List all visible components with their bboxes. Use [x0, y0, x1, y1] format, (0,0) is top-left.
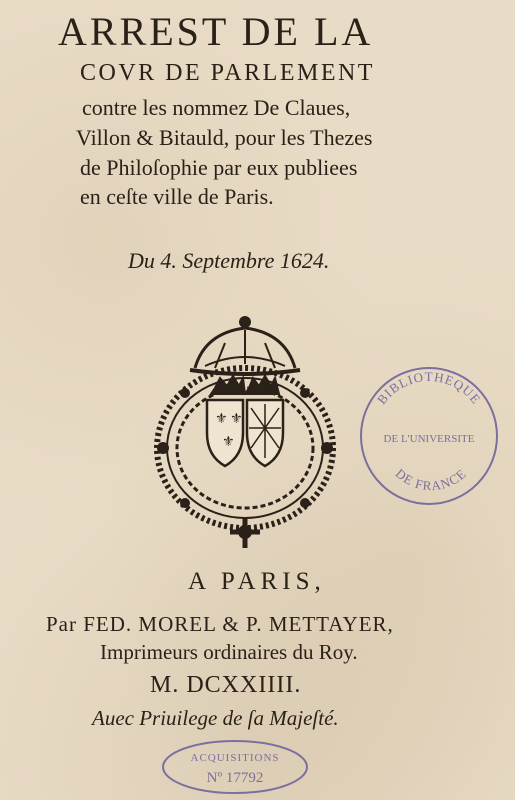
svg-text:⚜: ⚜ — [230, 411, 243, 427]
place-line: A PARIS, — [188, 568, 326, 595]
body-line-4: en ceſte ville de Paris. — [80, 184, 274, 209]
privilege-line: Auec Priuilege de ſa Majeſté. — [92, 706, 339, 730]
library-stamp-middle: DE L'UNIVERSITE — [383, 433, 475, 445]
year-line: M. DCXXIIII. — [150, 672, 302, 698]
library-stamp-bottom: DE FRANCE — [392, 465, 470, 494]
body-line-2: Villon & Bitauld, pour les Thezes — [76, 125, 373, 150]
svg-text:⚜: ⚜ — [215, 411, 228, 427]
acquisition-stamp — [160, 738, 310, 796]
title-line-1: ARREST DE LA — [58, 9, 374, 54]
svg-text:DE FRANCE — [393, 466, 470, 494]
body-line-1: contre les nommez De Claues, — [82, 95, 351, 120]
title-line-2: COVR DE PARLEMENT — [80, 60, 375, 86]
library-stamp — [352, 358, 507, 513]
body-line-3: de Philoſophie par eux publiees — [80, 155, 358, 180]
date-line: Du 4. Septembre 1624. — [128, 248, 330, 273]
acquisition-stamp-number: Nº 17792 — [206, 770, 264, 786]
royal-arms-icon — [145, 308, 345, 553]
library-stamp-top: BIBLIOTHEQUE — [373, 369, 485, 408]
svg-text:BIBLIOTHEQUE — [374, 369, 484, 407]
printer-line-2: Imprimeurs ordinaires du Roy. — [100, 640, 358, 664]
acquisition-stamp-label: ACQUISITIONS — [190, 752, 280, 764]
svg-text:⚜: ⚜ — [222, 434, 235, 450]
printer-line-1: Par FED. MOREL & P. METTAYER, — [46, 612, 394, 636]
